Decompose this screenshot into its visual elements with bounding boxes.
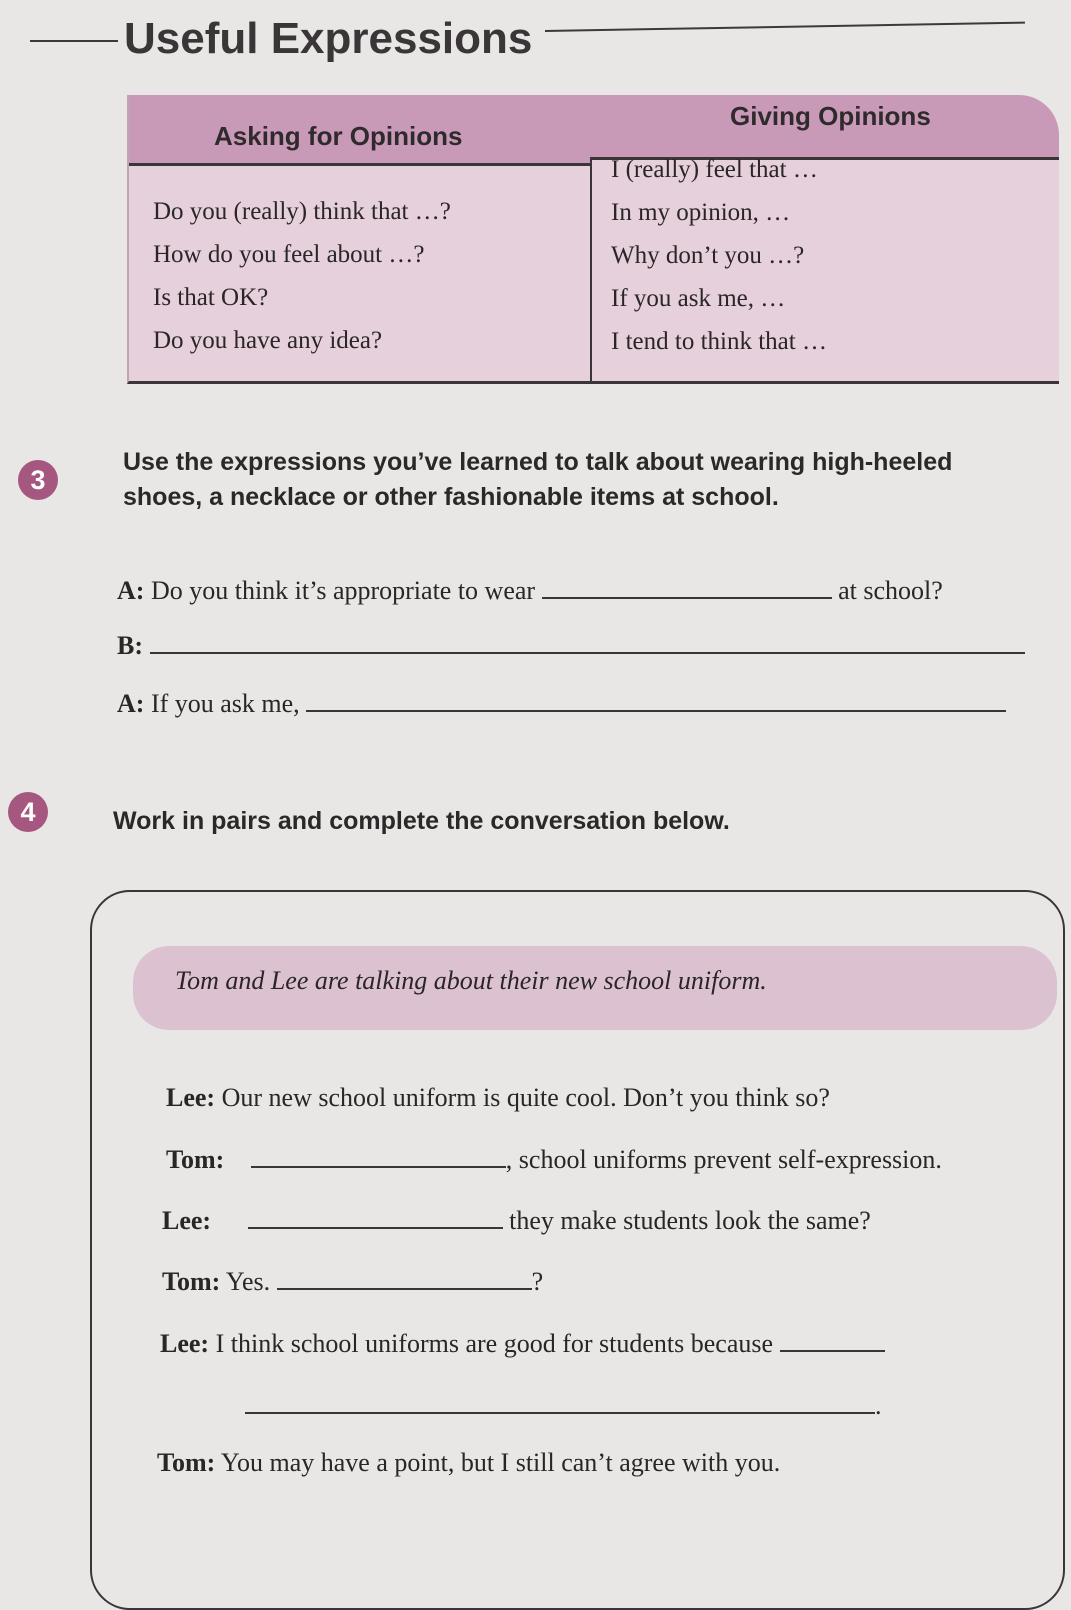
answer-blank[interactable]	[245, 1390, 875, 1414]
ex4-line-2	[166, 1144, 942, 1175]
expression-item: Is that OK?	[153, 284, 269, 311]
heading-rule-left	[30, 40, 120, 42]
asking-opinions-list	[153, 190, 451, 362]
line-text: Yes.	[225, 1267, 271, 1296]
expression-item: If you ask me, …	[611, 285, 786, 312]
heading-rule-right	[545, 22, 1025, 32]
line-text: ?	[531, 1267, 544, 1296]
asking-opinions-title: Asking for Opinions	[214, 121, 463, 151]
speaker-label: A:	[117, 576, 145, 605]
ex4-line-1	[166, 1083, 830, 1113]
asking-opinions-header	[129, 95, 590, 166]
exercise-4-number-badge: 4	[8, 792, 48, 832]
speaker-label: Tom:	[162, 1267, 221, 1296]
line-text: , school uniforms prevent self-expression.	[505, 1145, 942, 1174]
line-text: Do you think it’s appropriate to wear	[150, 576, 536, 605]
expression-item: I (really) feel that …	[611, 156, 818, 183]
column-divider	[590, 157, 592, 381]
scenario-text: Tom and Lee are talking about their new school uniform.	[175, 966, 767, 995]
line-text: they make students look the same?	[509, 1206, 871, 1235]
section-title: Useful Expressions	[118, 14, 538, 64]
giving-opinions-title: Giving Opinions	[730, 101, 931, 131]
answer-blank[interactable]	[277, 1266, 532, 1290]
speaker-label: Tom:	[166, 1145, 225, 1174]
ex4-line-5	[160, 1328, 885, 1359]
scenario-banner	[133, 946, 1057, 1030]
expression-item: Do you (really) think that …?	[153, 198, 451, 225]
ex3-line-3	[117, 688, 1006, 719]
line-text: I think school uniforms are good for students because	[215, 1329, 774, 1358]
giving-opinions-list	[611, 148, 827, 363]
exercise-3-instruction: Use the expressions you’ve learned to talk about wearing high-heeled shoes, a necklace or other fashionable items at school.	[123, 448, 953, 511]
line-text: If you ask me,	[150, 689, 300, 718]
answer-blank[interactable]	[780, 1328, 885, 1352]
expression-item: How do you feel about …?	[153, 241, 425, 268]
ex3-line-2	[117, 630, 1025, 661]
answer-blank[interactable]	[248, 1205, 503, 1229]
line-text: Our new school uniform is quite cool. Don’t you think so?	[221, 1083, 830, 1112]
ex4-line-3	[162, 1205, 871, 1236]
speaker-label: Tom:	[157, 1448, 216, 1477]
expressions-table	[127, 95, 1059, 384]
speaker-label: Lee:	[160, 1329, 210, 1358]
answer-blank[interactable]	[542, 575, 832, 599]
speaker-label: A:	[117, 689, 145, 718]
expression-item: I tend to think that …	[611, 328, 827, 355]
speaker-label: Lee:	[162, 1206, 212, 1235]
speaker-label: Lee:	[166, 1083, 216, 1112]
answer-blank[interactable]	[306, 688, 1006, 712]
ex4-line-4	[162, 1266, 543, 1297]
ex4-line-7	[157, 1448, 780, 1478]
line-text: You may have a point, but I still can’t agree with you.	[220, 1448, 781, 1477]
expression-item: In my opinion, …	[611, 199, 791, 226]
exercise-4-instruction: Work in pairs and complete the conversation below.	[113, 807, 730, 835]
answer-blank[interactable]	[150, 630, 1025, 654]
answer-blank[interactable]	[251, 1144, 506, 1168]
ex3-line-1	[117, 575, 943, 606]
ex4-line-6	[245, 1390, 882, 1421]
exercise-3-number-badge: 3	[18, 460, 58, 500]
expression-item: Why don’t you …?	[611, 242, 805, 269]
speaker-label: B:	[117, 631, 143, 660]
expression-item: Do you have any idea?	[153, 327, 383, 354]
line-text: at school?	[838, 576, 943, 605]
line-text: .	[875, 1391, 882, 1420]
